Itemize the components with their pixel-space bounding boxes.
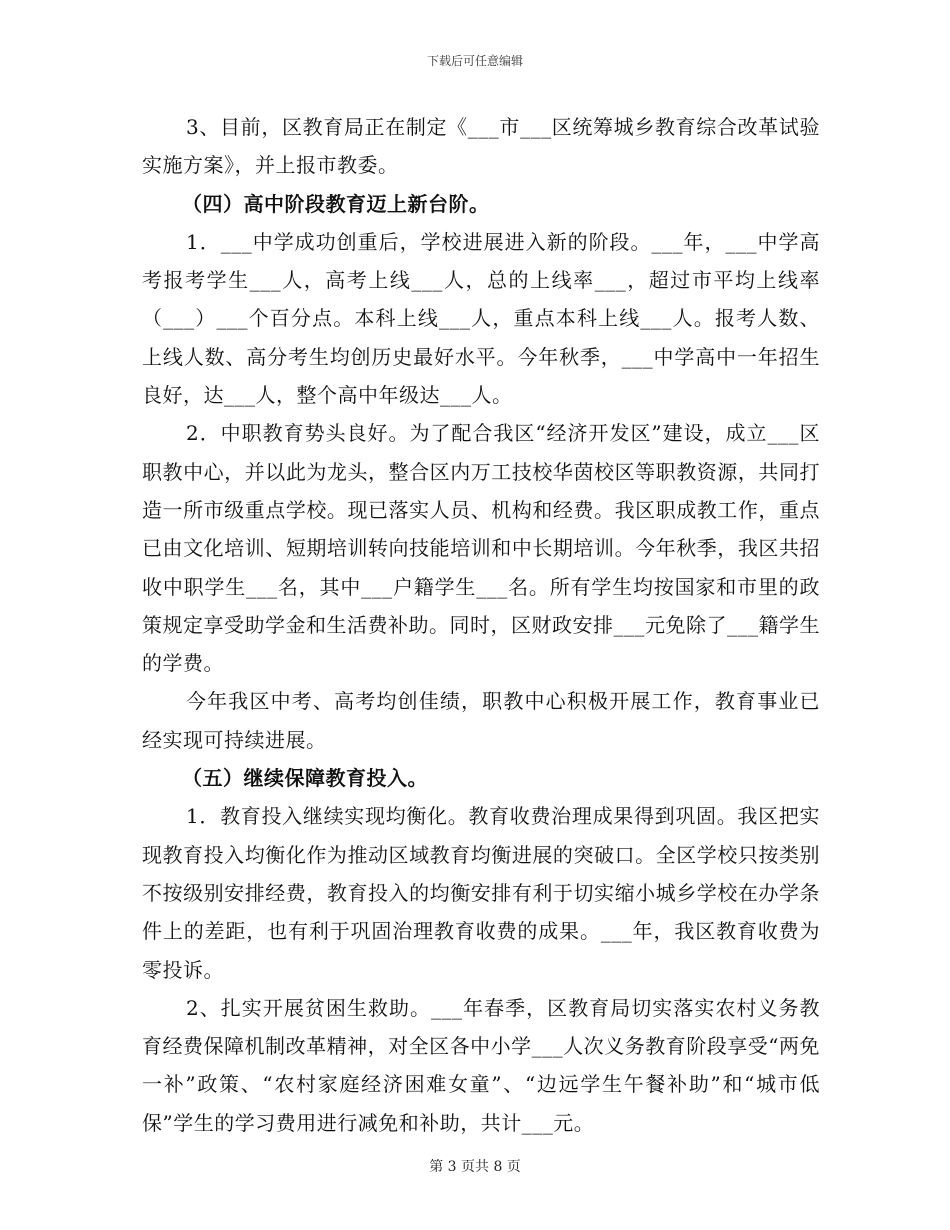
paragraph-investment: 1．教育投入继续实现均衡化。教育收费治理成果得到巩固。我区把实现教育投入均衡化作为推动区域教育均衡进展的突破口。全区学校只按类别不按级别安排经费，教育投入的均衡安排有利于切实缩小城乡学校在办学条件上的差距，也有利于巩固治理教育收费的成果。___年，我区教育收费为零投诉。: [142, 804, 820, 982]
section-heading-5: （五）继续保障教育投入。: [182, 766, 428, 791]
page-header: 下载后可任意编辑: [426, 54, 523, 68]
paragraph-plan-item-3: 3、目前，区教育局正在制定《___市___区统筹城乡教育综合改革试验实施方案》，并上报市教委。: [142, 115, 820, 178]
document-body: [142, 108, 820, 1142]
section-heading-4: （四）高中阶段教育迈上新台阶。: [182, 191, 490, 216]
paragraph-poverty-aid: 2、扎实开展贫困生救助。___年春季，区教育局切实落实农村义务教育经费保障机制改革精神，对全区各中小学___人次义务教育阶段享受“两免一补”政策、“农村家庭经济困难女童”、“边远学生午餐补助”和“城市低保”学生的学习费用进行减免和补助，共计___元。: [142, 995, 820, 1135]
paragraph-high-school: 1．___中学成功创重后，学校进展进入新的阶段。___年，___中学高考报考学生___人，高考上线___人，总的上线率___，超过市平均上线率（___）___个百分点。本科上线___人，重点本科上线___人。报考人数、上线人数、高分考生均创历史最好水平。今年秋季，___中学高中一年招生良好，达___人，整个高中年级达___人。: [142, 229, 820, 408]
page-footer: 第 3 页共 8 页: [429, 1159, 521, 1175]
paragraph-summary: 今年我区中考、高考均创佳绩，职教中心积极开展工作，教育事业已经实现可持续进展。: [142, 689, 820, 752]
paragraph-vocational: 2．中职教育势头良好。为了配合我区“经济开发区”建设，成立___区职教中心，并以此为龙头，整合区内万工技校华茵校区等职教资源，共同打造一所市级重点学校。现已落实人员、机构和经费。我区职成教工作，重点已由文化培训、短期培训转向技能培训和中长期培训。今年秋季，我区共招收中职学生___名，其中___户籍学生___名。所有学生均按国家和市里的政策规定享受助学金和生活费补助。同时，区财政安排___元免除了___籍学生的学费。: [142, 421, 820, 676]
